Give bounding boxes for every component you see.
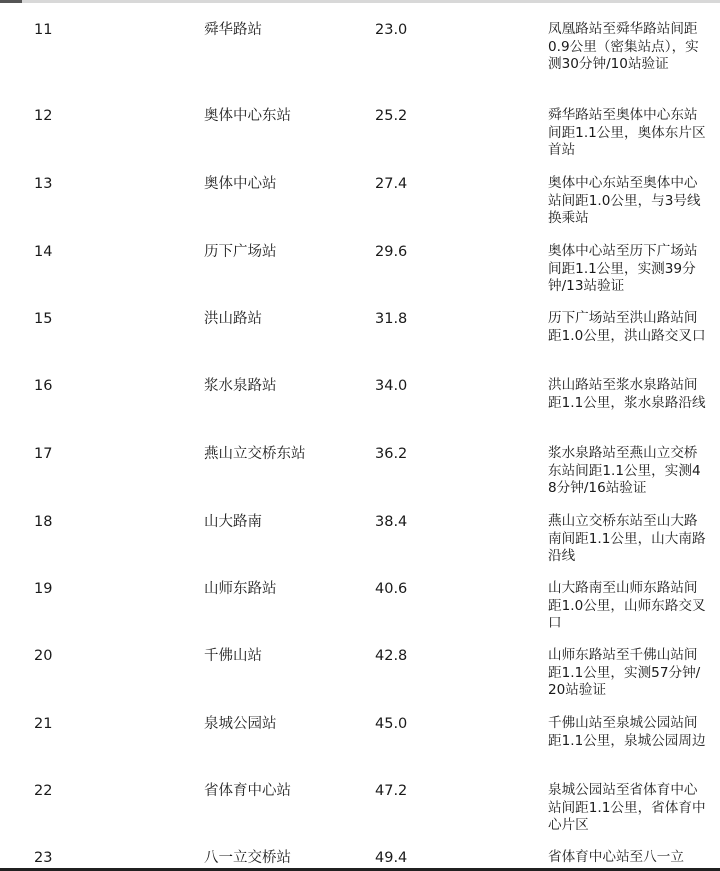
cumulative-distance: 25.2: [375, 108, 408, 124]
row-number: 11: [34, 22, 53, 38]
cumulative-distance: 29.6: [375, 244, 408, 260]
station-note: 山师东路站至千佛山站间距1.1公里，实测57分钟/20站验证: [548, 647, 701, 698]
row-number: 15: [34, 311, 53, 327]
table-row: [0, 424, 720, 496]
table-row: [0, 559, 720, 631]
station-note: 燕山立交桥东站至山大路南间距1.1公里，山大南路沿线: [548, 513, 706, 564]
cumulative-distance: 49.4: [375, 850, 408, 866]
station-note: 奥体中心站至历下广场站间距1.1公里，实测39分钟/13站验证: [548, 243, 698, 294]
station-note: 凤凰路站至舜华路站间距0.9公里（密集站点），实测30分钟/10站验证: [548, 21, 699, 72]
station-name: 泉城公园站: [204, 716, 277, 732]
cumulative-distance: 23.0: [375, 22, 408, 38]
row-number: 18: [34, 514, 53, 530]
row-number: 12: [34, 108, 53, 124]
station-name: 山师东路站: [204, 581, 277, 597]
row-number: 13: [34, 176, 53, 192]
table-row: [0, 626, 720, 698]
table-row: [0, 154, 720, 226]
row-number: 22: [34, 783, 53, 799]
station-name: 奥体中心站: [204, 176, 277, 192]
table-row: [0, 0, 720, 72]
station-note: 洪山路站至浆水泉路站间距1.1公里，浆水泉路沿线: [548, 377, 706, 411]
cumulative-distance: 38.4: [375, 514, 408, 530]
station-name: 省体育中心站: [204, 783, 291, 799]
cumulative-distance: 34.0: [375, 378, 408, 394]
cumulative-distance: 36.2: [375, 446, 408, 462]
table-row: [0, 86, 720, 158]
station-name: 洪山路站: [204, 311, 262, 327]
row-number: 20: [34, 648, 53, 664]
station-note: 浆水泉路站至燕山立交桥东站间距1.1公里，实测48分钟/16站验证: [548, 445, 701, 496]
station-name: 浆水泉路站: [204, 378, 277, 394]
row-number: 14: [34, 244, 53, 260]
table-row: [0, 492, 720, 564]
table-row: [0, 222, 720, 294]
table-row: [0, 828, 720, 868]
station-name: 千佛山站: [204, 648, 262, 664]
table-row: [0, 694, 720, 761]
station-note: 舜华路站至奥体中心东站间距1.1公里，奥体东片区首站: [548, 107, 706, 158]
station-name: 山大路南: [204, 514, 262, 530]
station-note: 山大路南至山师东路站间距1.0公里，山师东路交叉口: [548, 580, 706, 631]
station-note: 历下广场站至洪山路站间距1.0公里，洪山路交叉口: [548, 310, 706, 344]
table-row: [0, 761, 720, 833]
row-number: 19: [34, 581, 53, 597]
cumulative-distance: 40.6: [375, 581, 408, 597]
station-note: 奥体中心东站至奥体中心站间距1.0公里，与3号线换乘站: [548, 175, 701, 226]
row-number: 17: [34, 446, 53, 462]
station-note: 泉城公园站至省体育中心站间距1.1公里，省体育中心片区: [548, 782, 706, 833]
row-number: 23: [34, 850, 53, 866]
row-number: 21: [34, 716, 53, 732]
cumulative-distance: 31.8: [375, 311, 408, 327]
station-note: 千佛山站至泉城公园站间距1.1公里，泉城公园周边: [548, 715, 706, 749]
cumulative-distance: 45.0: [375, 716, 408, 732]
station-name: 奥体中心东站: [204, 108, 291, 124]
table-row: [0, 289, 720, 356]
cumulative-distance: 42.8: [375, 648, 408, 664]
table-row: [0, 356, 720, 423]
cumulative-distance: 27.4: [375, 176, 408, 192]
row-number: 16: [34, 378, 53, 394]
station-name: 舜华路站: [204, 22, 262, 38]
station-name: 历下广场站: [204, 244, 277, 260]
station-note: 省体育中心站至八一立: [548, 849, 684, 865]
station-name: 燕山立交桥东站: [204, 446, 306, 462]
cumulative-distance: 47.2: [375, 783, 408, 799]
station-name: 八一立交桥站: [204, 850, 291, 866]
